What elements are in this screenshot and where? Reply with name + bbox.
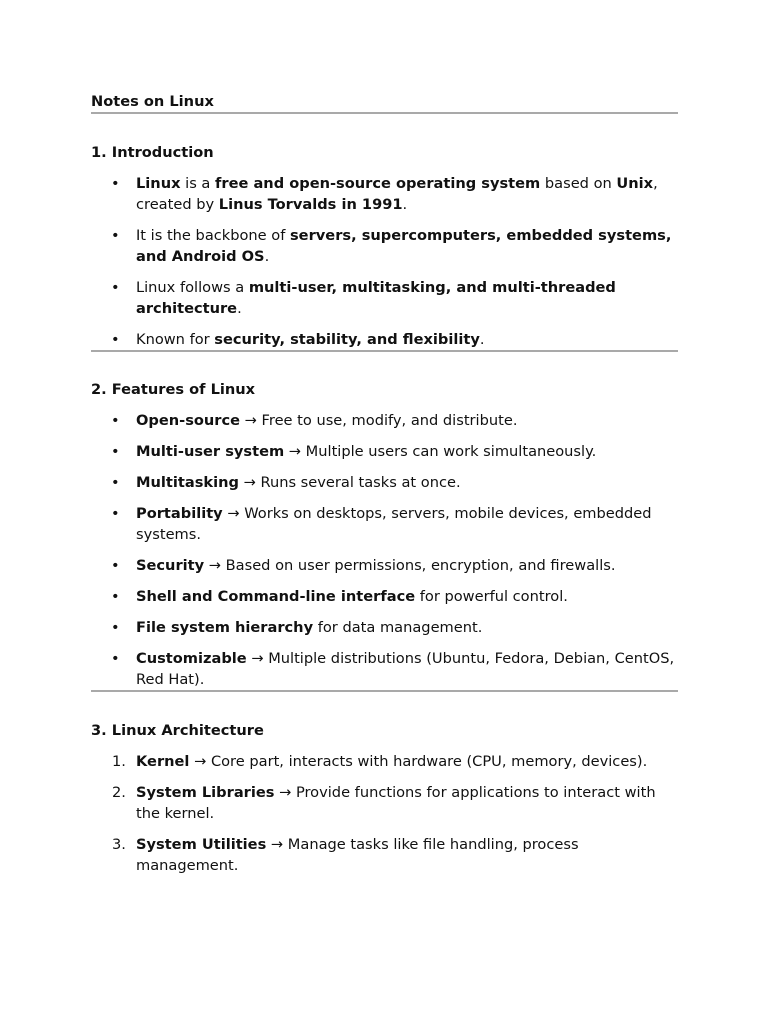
bullet-icon: • (111, 443, 120, 460)
bullet-icon: • (111, 412, 120, 429)
list-item (91, 782, 678, 824)
list-item-text (136, 474, 461, 491)
bullet-icon: • (111, 588, 120, 605)
list-item (91, 441, 678, 462)
list-item-text (136, 836, 579, 874)
bold-text: System Libraries (136, 784, 275, 801)
list-number: 1. (112, 753, 126, 770)
section-heading-introduction: 1. Introduction (91, 144, 214, 161)
bold-text: servers, supercomputers, embedded systems, and Android OS (136, 227, 672, 265)
list-item (91, 503, 678, 545)
text: → Works on desktops, servers, mobile devices, embedded systems. (136, 505, 652, 543)
text: . (264, 248, 270, 265)
introduction-list (91, 173, 678, 350)
text: for data management. (313, 619, 483, 636)
bullet-icon: • (111, 619, 120, 636)
text: for powerful control. (415, 588, 568, 605)
text: → Manage tasks like file handling, process management. (136, 836, 579, 874)
bullet-icon: • (111, 505, 120, 522)
list-item-text (136, 412, 517, 429)
list-item (91, 225, 678, 267)
list-item (91, 277, 678, 319)
list-item (91, 617, 678, 638)
bullet-icon: • (111, 175, 120, 192)
architecture-list (91, 751, 678, 876)
text: Known for (136, 331, 215, 348)
bullet-icon: • (111, 557, 120, 574)
list-item (91, 751, 678, 772)
list-item-text (136, 784, 656, 822)
text: . (402, 196, 408, 213)
list-item-text (136, 279, 616, 317)
text: → Free to use, modify, and distribute. (240, 412, 518, 429)
list-item (91, 648, 678, 690)
text: → Based on user permissions, encryption, and firewalls. (204, 557, 616, 574)
text: → Multiple distributions (Ubuntu, Fedora, Debian, CentOS, Red Hat). (136, 650, 675, 688)
list-number: 2. (112, 784, 126, 801)
bullet-icon: • (111, 331, 120, 348)
text: → Runs several tasks at once. (238, 474, 461, 491)
bold-text: Multi-user system (136, 443, 285, 460)
document-page (91, 92, 678, 876)
list-item (91, 329, 678, 350)
bold-text: File system hierarchy (136, 619, 314, 636)
bold-text: multi-user, multitasking, and multi-threaded architecture (136, 279, 616, 317)
list-item-text (136, 588, 568, 605)
list-item (91, 472, 678, 493)
text: is a (180, 175, 216, 192)
list-item (91, 555, 678, 576)
bold-text: Shell and Command-line interface (136, 588, 416, 605)
document-title: Notes on Linux (91, 93, 214, 110)
features-list (91, 410, 678, 690)
list-item-text (136, 650, 674, 688)
bold-text: security, stability, and flexibility (214, 331, 480, 348)
text: , created by (136, 175, 658, 213)
list-item (91, 410, 678, 431)
bullet-icon: • (111, 474, 120, 491)
divider (91, 690, 678, 692)
bold-text: Linux (136, 175, 181, 192)
list-item-text (136, 443, 596, 460)
text: based on (540, 175, 617, 192)
list-item-text (136, 619, 482, 636)
section-heading-architecture: 3. Linux Architecture (91, 722, 264, 739)
bold-text: Multitasking (136, 474, 239, 491)
text: → Multiple users can work simultaneously. (284, 443, 597, 460)
bullet-icon: • (111, 650, 120, 667)
bullet-icon: • (111, 279, 120, 296)
bold-text: Portability (136, 505, 223, 522)
bold-text: Customizable (136, 650, 247, 667)
divider (91, 112, 678, 114)
bold-text: Kernel (136, 753, 190, 770)
bold-text: Security (136, 557, 205, 574)
list-item-text (136, 753, 647, 770)
bold-text: Open-source (136, 412, 241, 429)
list-item-text (136, 557, 616, 574)
divider (91, 350, 678, 352)
section-heading-features: 2. Features of Linux (91, 381, 256, 398)
list-number: 3. (112, 836, 126, 853)
text: → Provide functions for applications to interact with the kernel. (136, 784, 656, 822)
bold-text: System Utilities (136, 836, 267, 853)
bold-text: free and open-source operating system (215, 175, 541, 192)
list-item (91, 173, 678, 215)
text: It is the backbone of (136, 227, 290, 244)
list-item-text (136, 227, 671, 265)
list-item-text (136, 505, 652, 543)
text: Linux follows a (136, 279, 249, 296)
list-item (91, 586, 678, 607)
text: . (479, 331, 485, 348)
text: → Core part, interacts with hardware (CPU, memory, devices). (189, 753, 648, 770)
text: . (237, 300, 242, 317)
bold-text: Linus Torvalds in 1991 (218, 196, 403, 213)
list-item-text (136, 175, 658, 213)
bullet-icon: • (111, 227, 120, 244)
list-item-text (136, 331, 485, 348)
bold-text: Unix (616, 175, 654, 192)
list-item (91, 834, 678, 876)
